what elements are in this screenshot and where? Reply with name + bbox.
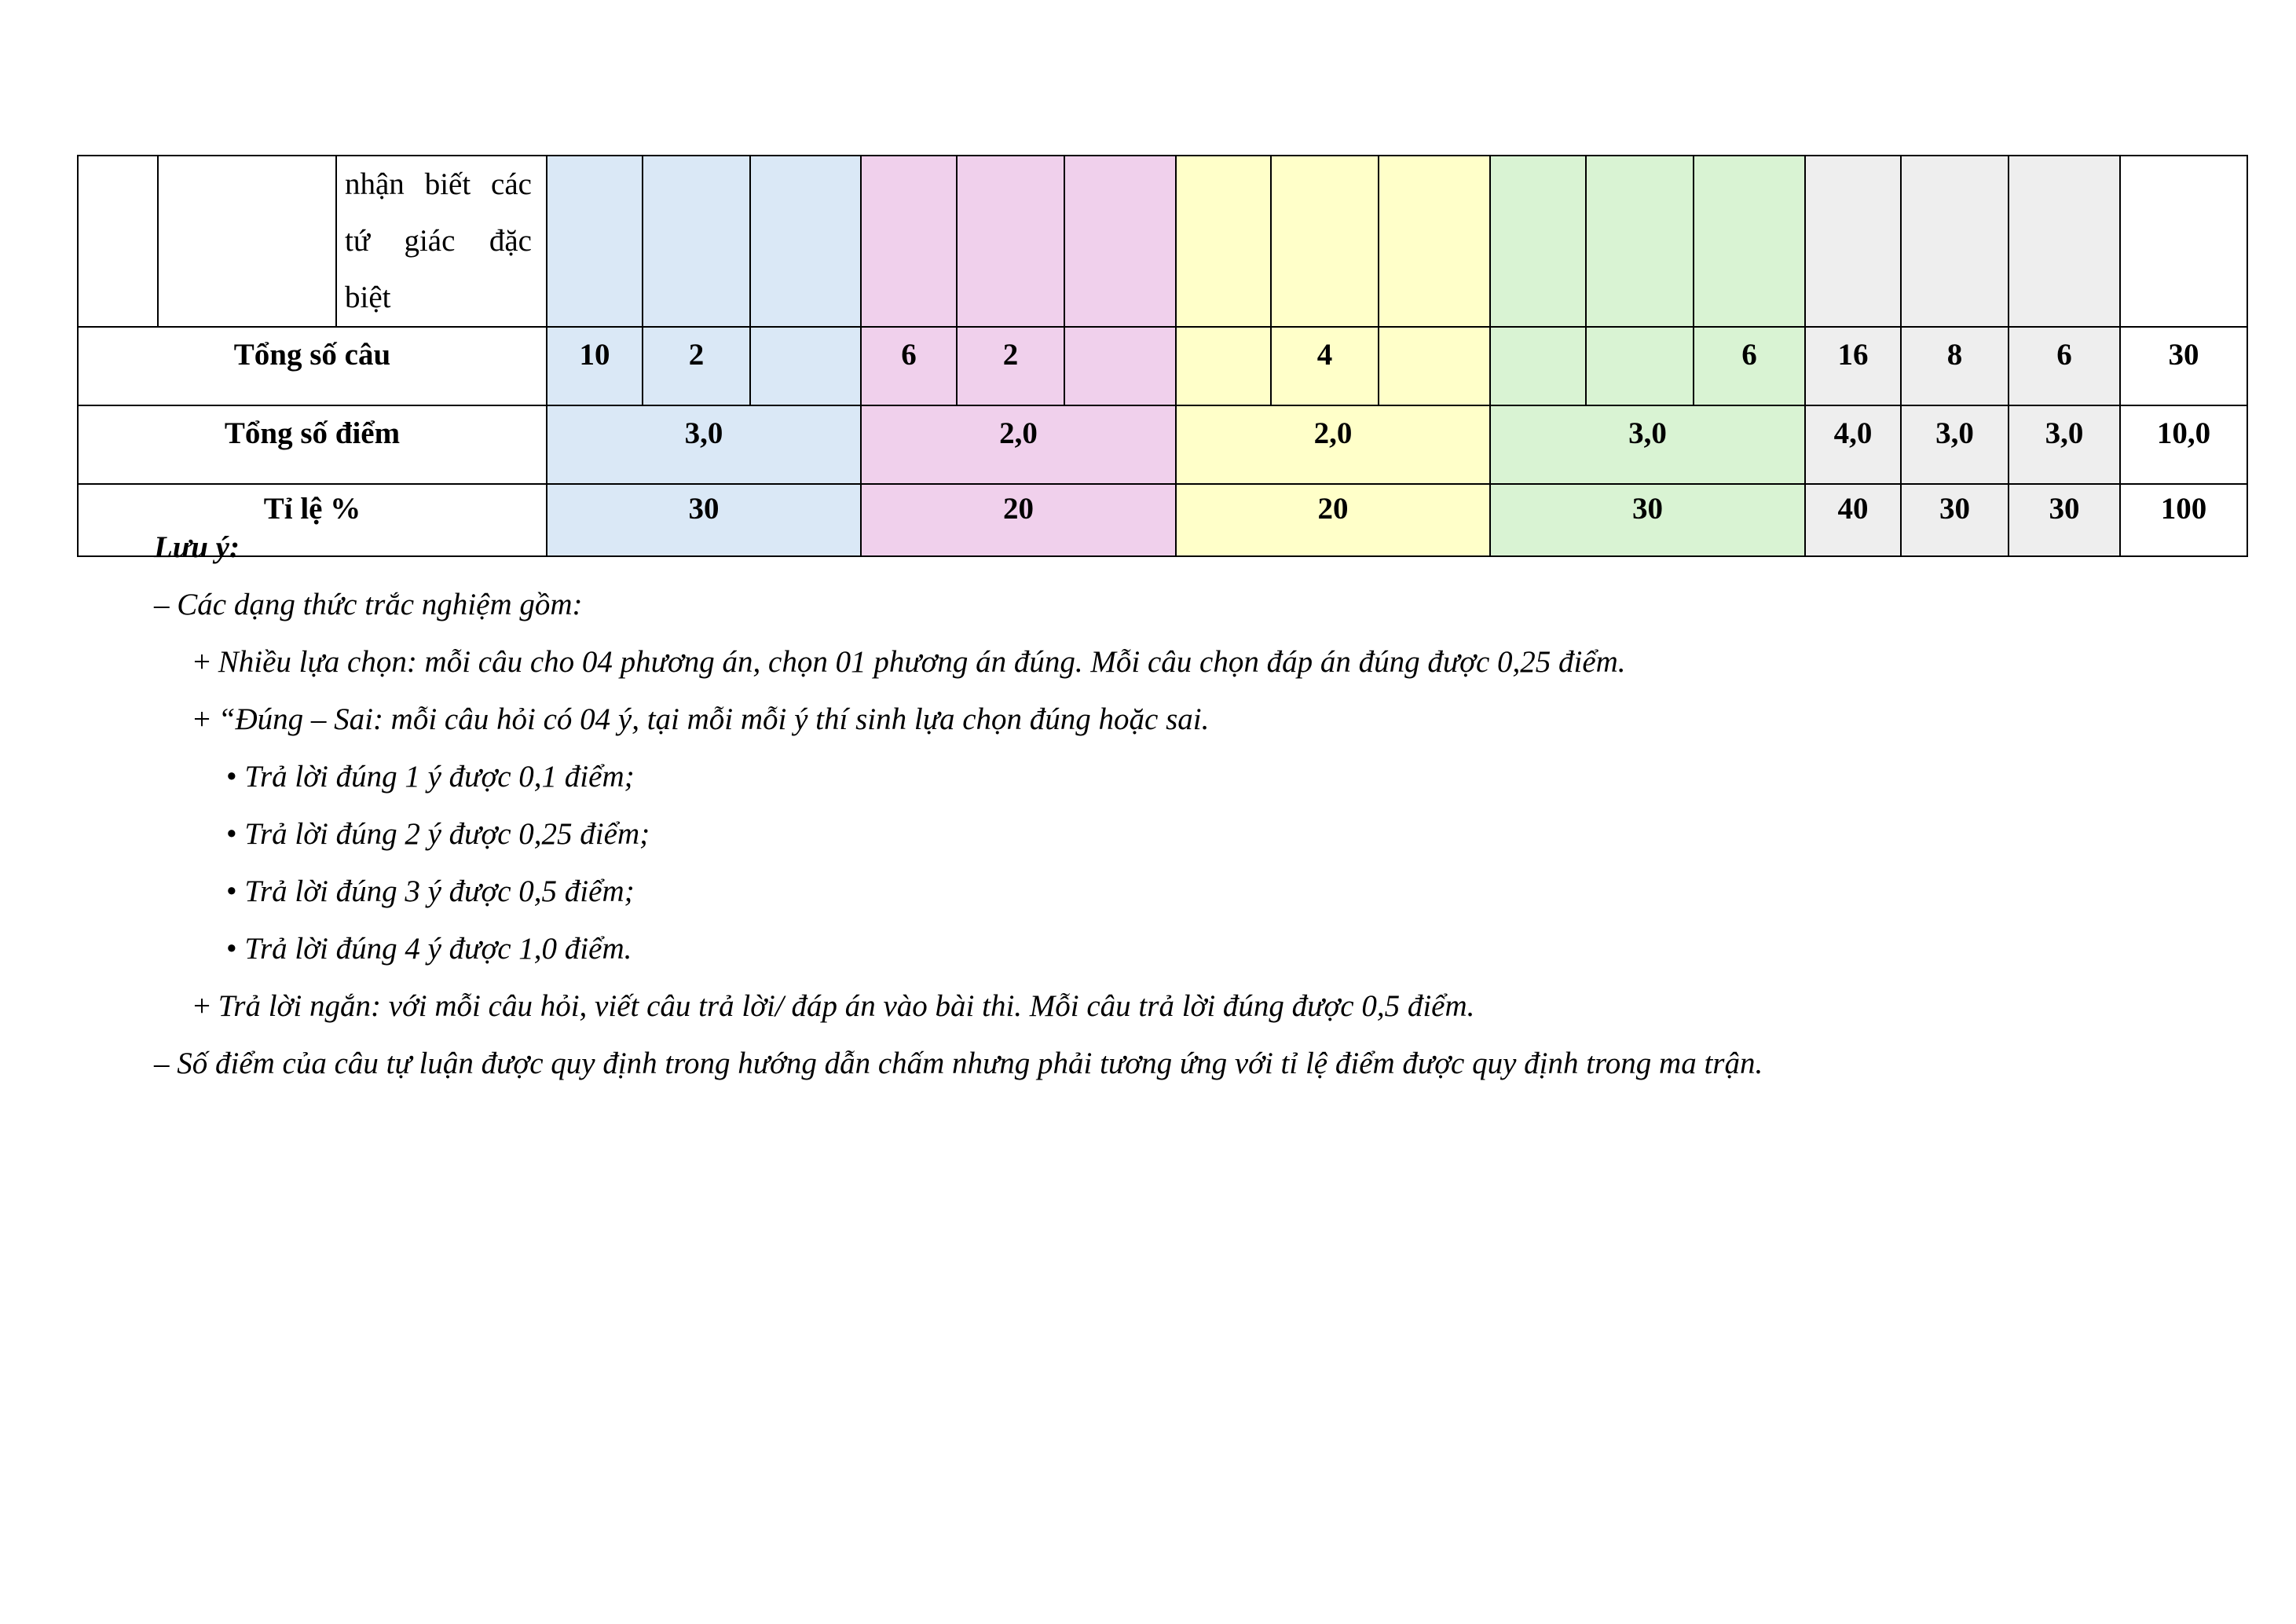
- bullet-icon: •: [226, 817, 237, 851]
- note-text: Trả lời đúng 4 ý được 1,0 điểm.: [244, 932, 632, 966]
- note-text: Các dạng thức trắc nghiệm gồm:: [177, 588, 583, 621]
- table-cell: 30: [547, 484, 861, 556]
- table-cell: 6: [861, 327, 957, 405]
- table-cell: 2: [957, 327, 1064, 405]
- plus-mark: +: [193, 989, 211, 1023]
- note-tf-score-2: [154, 815, 2228, 872]
- note-text: Nhiều lựa chọn: mỗi câu cho 04 phương án, chọn 01 phương án đúng. Mỗi câu chọn đáp án đúng được 0,25 điểm.: [218, 645, 1626, 679]
- note-formats-intro: [154, 585, 2228, 643]
- note-tf-score-1: [154, 757, 2228, 815]
- table-cell: 16: [1805, 327, 1901, 405]
- table-cell: [1805, 156, 1901, 327]
- table-cell: 2,0: [861, 405, 1176, 484]
- table-cell: [957, 156, 1064, 327]
- note-text: Trả lời đúng 1 ý được 0,1 điểm;: [244, 760, 635, 794]
- table-row-total-questions: [78, 327, 2247, 405]
- table-cell: [750, 327, 861, 405]
- table-cell: 30: [1901, 484, 2009, 556]
- notes-section: [154, 528, 2228, 1102]
- note-essay: [154, 1044, 2228, 1102]
- table-cell: [643, 156, 750, 327]
- table-cell: [1271, 156, 1379, 327]
- table-cell: 100: [2120, 484, 2247, 556]
- note-true-false: [154, 700, 2228, 757]
- note-text: Số điểm của câu tự luận được quy định trong hướng dẫn chấm nhưng phải tương ứng với tỉ lệ điểm được quy định trong ma trận.: [177, 1047, 1763, 1080]
- table-cell: [2120, 156, 2247, 327]
- bullet-icon: •: [226, 874, 237, 908]
- table-cell: 2: [643, 327, 750, 405]
- ratio-label: Tỉ lệ %: [78, 484, 547, 556]
- plus-mark: +: [193, 645, 211, 679]
- note-text: Trả lời đúng 3 ý được 0,5 điểm;: [244, 874, 635, 908]
- table-cell: [1586, 327, 1694, 405]
- plus-mark: +: [193, 702, 211, 736]
- bullet-icon: •: [226, 760, 237, 794]
- table-cell: [861, 156, 957, 327]
- table-cell: 8: [1901, 327, 2009, 405]
- table-cell: 4: [1271, 327, 1379, 405]
- note-tf-score-4: [154, 929, 2228, 987]
- table-cell-topic: nhận biết các tứ giác đặc biệt: [336, 156, 547, 327]
- table-cell: [1064, 327, 1176, 405]
- table-cell: 30: [2009, 484, 2120, 556]
- note-short-answer: [154, 987, 2228, 1044]
- note-text: Trả lời ngắn: với mỗi câu hỏi, viết câu trả lời/ đáp án vào bài thi. Mỗi câu trả lời đúng được 0,5 điểm.: [218, 989, 1475, 1023]
- table-cell: [547, 156, 643, 327]
- table-cell: 3,0: [1901, 405, 2009, 484]
- table-cell: 3,0: [2009, 405, 2120, 484]
- table-cell: 6: [2009, 327, 2120, 405]
- table-cell: 20: [1176, 484, 1490, 556]
- table-row-topic: [78, 156, 2247, 327]
- note-text: Trả lời đúng 2 ý được 0,25 điểm;: [244, 817, 650, 851]
- table-cell: 30: [1490, 484, 1805, 556]
- table-cell-index: [78, 156, 158, 327]
- table-cell: [1176, 156, 1271, 327]
- table-cell: 40: [1805, 484, 1901, 556]
- bullet-icon: •: [226, 932, 237, 966]
- table-row-total-points: [78, 405, 2247, 484]
- table-cell: [1379, 327, 1490, 405]
- table-cell: [1694, 156, 1805, 327]
- table-cell: 3,0: [1490, 405, 1805, 484]
- table-cell: 4,0: [1805, 405, 1901, 484]
- table-cell: [1586, 156, 1694, 327]
- dash-mark: –: [154, 1047, 170, 1080]
- table-cell: 3,0: [547, 405, 861, 484]
- table-cell: 6: [1694, 327, 1805, 405]
- total-questions-label: Tổng số câu: [78, 327, 547, 405]
- table-cell: 30: [2120, 327, 2247, 405]
- dash-mark: –: [154, 588, 170, 621]
- note-multiple-choice: [154, 643, 2228, 700]
- table-cell: 20: [861, 484, 1176, 556]
- note-tf-score-3: [154, 872, 2228, 929]
- total-points-label: Tổng số điểm: [78, 405, 547, 484]
- table-cell: [1379, 156, 1490, 327]
- assessment-matrix-table: [77, 155, 2248, 557]
- table-cell: [1176, 327, 1271, 405]
- notes-title: Lưu ý:: [154, 530, 240, 564]
- table-cell: [1490, 327, 1586, 405]
- table-cell: [2009, 156, 2120, 327]
- table-cell: [750, 156, 861, 327]
- table-cell: 10: [547, 327, 643, 405]
- table-cell: 2,0: [1176, 405, 1490, 484]
- table-cell: [1064, 156, 1176, 327]
- note-text: “Đúng – Sai: mỗi câu hỏi có 04 ý, tại mỗi mỗi ý thí sinh lựa chọn đúng hoặc sai.: [218, 702, 1210, 736]
- table-cell: [1490, 156, 1586, 327]
- table-cell-chapter: [158, 156, 336, 327]
- table-cell: 10,0: [2120, 405, 2247, 484]
- table-cell: [1901, 156, 2009, 327]
